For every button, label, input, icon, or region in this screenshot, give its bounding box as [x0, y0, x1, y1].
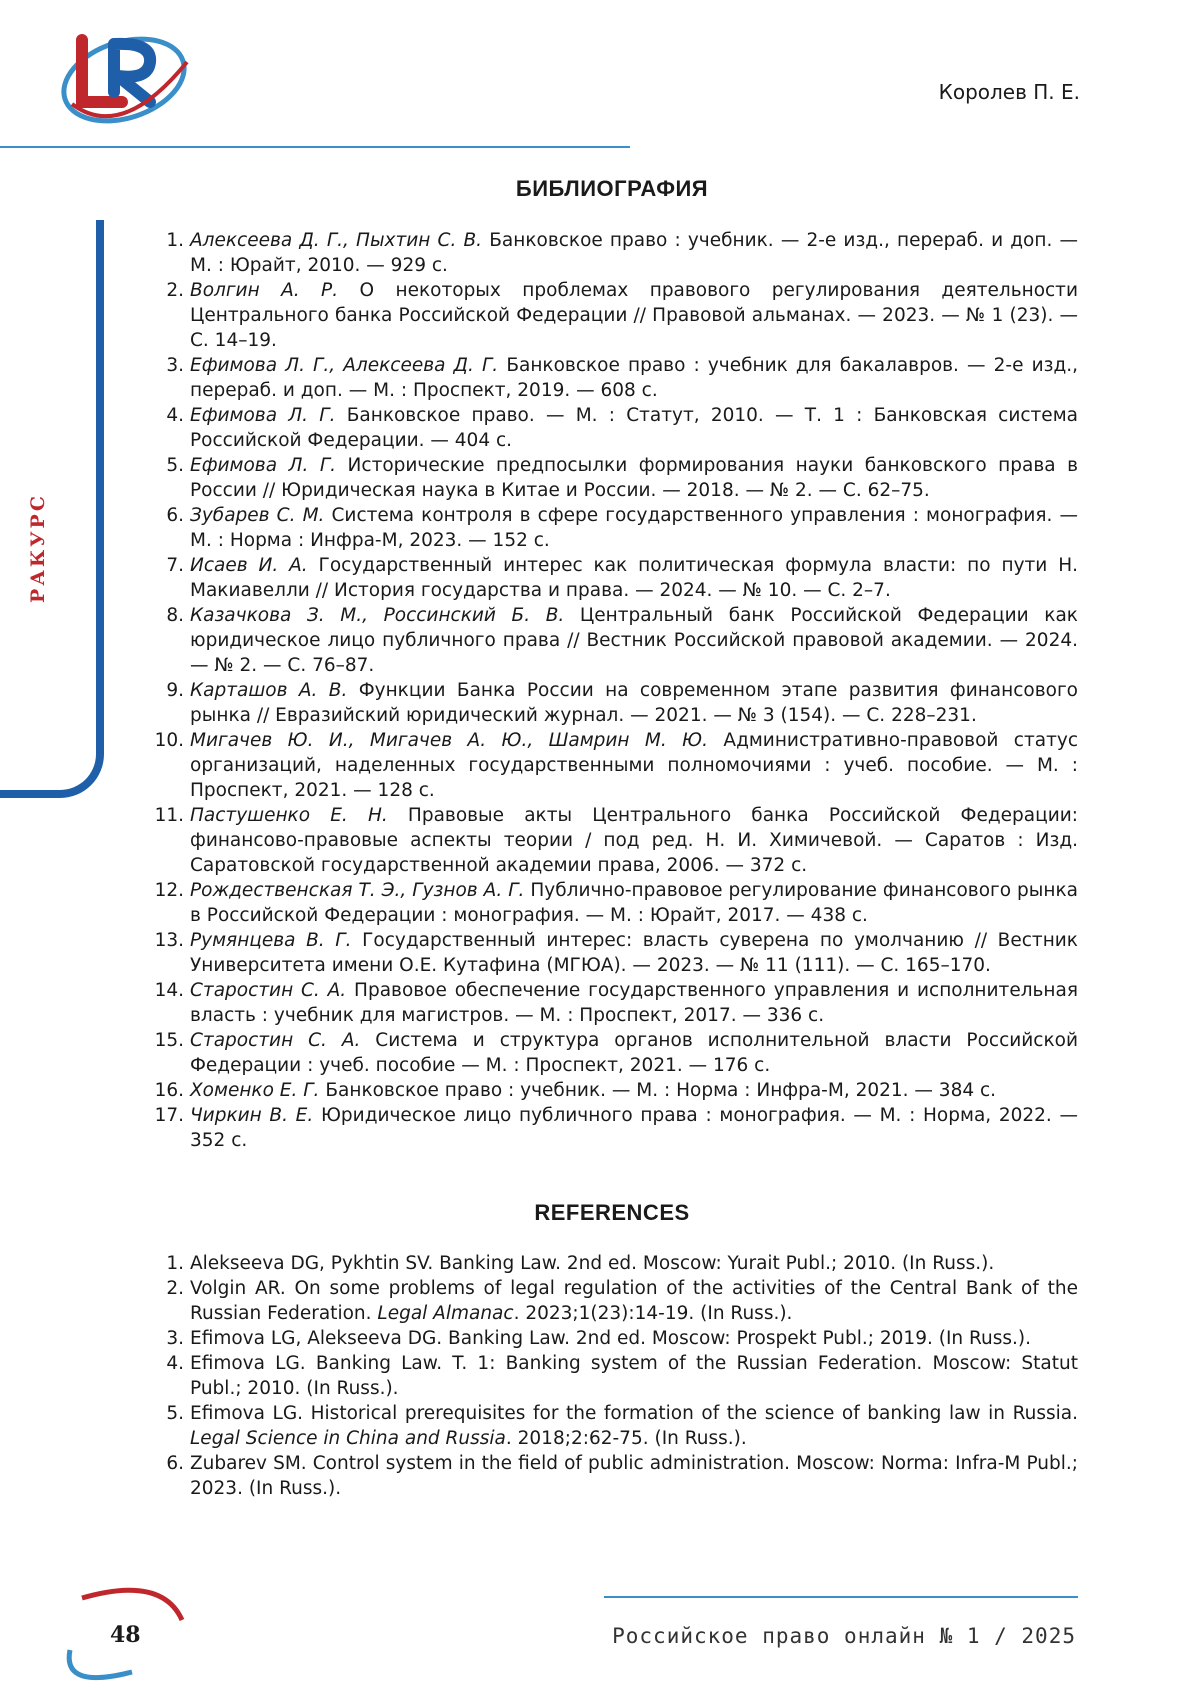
bibliography-entry — [190, 453, 1078, 503]
bibliography-entry — [190, 678, 1078, 728]
bibliography-entry — [190, 228, 1078, 278]
page-number: 48 — [110, 1622, 141, 1648]
entry-journal: Legal Science in China and Russia — [190, 1428, 506, 1449]
author-name: Королев П. Е. — [939, 80, 1080, 104]
entry-author: Зубарев С. М. — [190, 505, 324, 526]
bibliography-entry — [190, 403, 1078, 453]
bibliography-entry — [190, 278, 1078, 353]
bibliography-title: БИБЛИОГРАФИЯ — [148, 176, 1076, 202]
reference-entry — [190, 1326, 1078, 1351]
entry-number: 2. — [148, 278, 184, 303]
bibliography-entry — [190, 728, 1078, 803]
journal-title: Российское право онлайн № 1 / 2025 — [612, 1624, 1076, 1648]
entry-number: 6. — [148, 1451, 184, 1476]
entry-number: 1. — [148, 228, 184, 253]
entry-number: 1. — [148, 1251, 184, 1276]
entry-number: 3. — [148, 1326, 184, 1351]
bibliography-entry — [190, 603, 1078, 678]
entry-author: Мигачев Ю. И., Мигачев А. Ю., Шамрин М. Ю. — [190, 730, 708, 751]
entry-author: Алексеева Д. Г., Пыхтин С. В. — [190, 230, 482, 251]
entry-text: Volgin AR. On some problems of legal regulation of the activities of the Central Bank of the Russian Federation. — [190, 1278, 1078, 1324]
bibliography-entry — [190, 353, 1078, 403]
bibliography-entry — [190, 503, 1078, 553]
entry-number: 15. — [148, 1028, 184, 1053]
entry-text: Банковское право : учебник для бакалавров. — 2-е изд., перераб. и доп. — М. : Проспект, 2019. — 608 с. — [190, 355, 1078, 401]
entry-author: Старостин С. А. — [190, 1030, 360, 1051]
bibliography-list — [190, 228, 1078, 1153]
entry-text: Система контроля в сфере государственного управления : монография. — М. : Норма : Инфра-М, 2023. — 152 с. — [190, 505, 1078, 551]
footer-rule — [604, 1596, 1078, 1598]
entry-author: Карташов А. В. — [190, 680, 347, 701]
entry-text: Система и структура органов исполнительной власти Российской Федерации : учеб. пособие — М. : Проспект, 2021. — 176 с. — [190, 1030, 1078, 1076]
entry-author: Ефимова Л. Г. — [190, 455, 336, 476]
section-side-label: РАКУРС — [26, 493, 50, 603]
reference-entry — [190, 1251, 1078, 1276]
entry-number: 5. — [148, 1401, 184, 1426]
reference-entry — [190, 1351, 1078, 1401]
entry-number: 7. — [148, 553, 184, 578]
entry-text: Административно-правовой статус организаций, наделенных государственными полномочиями : учеб. пособие. — М. : Проспект, 2021. — 128 с. — [190, 730, 1078, 801]
bibliography-entry — [190, 803, 1078, 878]
entry-number: 4. — [148, 1351, 184, 1376]
entry-text: Банковское право : учебник. — 2-е изд., перераб. и доп. — М. : Юрайт, 2010. — 929 с. — [190, 230, 1078, 276]
entry-author: Исаев И. А. — [190, 555, 308, 576]
entry-number: 14. — [148, 978, 184, 1003]
entry-text: Юридическое лицо публичного права : монография. — М. : Норма, 2022. — 352 с. — [190, 1105, 1078, 1151]
entry-text: Правовое обеспечение государственного управления и исполнительная власть : учебник для магистров. — М. : Проспект, 2017. — 336 с. — [190, 980, 1078, 1026]
entry-text-tail: . 2023;1(23):14-19. (In Russ.). — [514, 1303, 793, 1324]
entry-author: Ефимова Л. Г., Алексеева Д. Г. — [190, 355, 498, 376]
entry-number: 17. — [148, 1103, 184, 1128]
entry-author: Казачкова З. М., Россинский Б. В. — [190, 605, 564, 626]
entry-text: Функции Банка России на современном этапе развития финансового рынка // Евразийский юридический журнал. — 2021. — № 3 (154). — С. 228–231. — [190, 680, 1078, 726]
bibliography-entry — [190, 978, 1078, 1028]
journal-logo — [52, 22, 202, 132]
entry-author: Старостин С. А. — [190, 980, 346, 1001]
entry-number: 16. — [148, 1078, 184, 1103]
entry-number: 8. — [148, 603, 184, 628]
entry-text: Государственный интерес как политическая формула власти: по пути Н. Макиавелли // История государства и права. — 2024. — № 10. — С. 2–7. — [190, 555, 1078, 601]
bibliography-entry — [190, 1103, 1078, 1153]
entry-number: 3. — [148, 353, 184, 378]
entry-number: 4. — [148, 403, 184, 428]
entry-author: Румянцева В. Г. — [190, 930, 352, 951]
entry-text: Банковское право. — М. : Статут, 2010. — Т. 1 : Банковская система Российской Федерации. — 404 с. — [190, 405, 1078, 451]
header-rule — [0, 146, 630, 148]
entry-number: 6. — [148, 503, 184, 528]
entry-author: Волгин А. Р. — [190, 280, 338, 301]
entry-journal: Legal Almanac — [377, 1303, 513, 1324]
entry-text: Банковское право : учебник. — М. : Норма : Инфра-М, 2021. — 384 с. — [319, 1080, 996, 1101]
bibliography-entry — [190, 878, 1078, 928]
entry-text: О некоторых проблемах правового регулирования деятельности Центрального банка Российской Федерации // Правовой альманах. — 2023. — № 1 (23). — С. 14–19. — [190, 280, 1078, 351]
entry-number: 10. — [148, 728, 184, 753]
entry-number: 13. — [148, 928, 184, 953]
entry-text: Efimova LG. Banking Law. T. 1: Banking system of the Russian Federation. Moscow: Statut Publ.; 2010. (In Russ.). — [190, 1353, 1078, 1399]
entry-text: Alekseeva DG, Pykhtin SV. Banking Law. 2nd ed. Moscow: Yurait Publ.; 2010. (In Russ.). — [190, 1253, 994, 1274]
entry-number: 9. — [148, 678, 184, 703]
entry-text: Efimova LG, Alekseeva DG. Banking Law. 2nd ed. Moscow: Prospekt Publ.; 2019. (In Russ.). — [190, 1328, 1031, 1349]
bibliography-entry — [190, 553, 1078, 603]
entry-author: Ефимова Л. Г. — [190, 405, 335, 426]
entry-author: Хоменко Е. Г. — [190, 1080, 319, 1101]
entry-number: 12. — [148, 878, 184, 903]
reference-entry — [190, 1276, 1078, 1326]
bibliography-entry — [190, 928, 1078, 978]
entry-text: Государственный интерес: власть суверена по умолчанию // Вестник Университета имени О.Е. Кутафина (МГЮА). — 2023. — № 11 (111). — С. 165–170. — [190, 930, 1078, 976]
entry-text: Публично-правовое регулирование финансового рынка в Российской Федерации : монография. — М. : Юрайт, 2017. — 438 с. — [190, 880, 1078, 926]
entry-author: Пастушенко Е. Н. — [190, 805, 388, 826]
entry-number: 11. — [148, 803, 184, 828]
references-title: REFERENCES — [148, 1200, 1076, 1226]
side-bracket — [0, 208, 104, 798]
bibliography-entry — [190, 1028, 1078, 1078]
reference-entry — [190, 1401, 1078, 1451]
reference-entry — [190, 1451, 1078, 1501]
entry-number: 5. — [148, 453, 184, 478]
bibliography-entry — [190, 1078, 1078, 1103]
entry-text: Правовые акты Центрального банка Российской Федерации: финансово-правовые аспекты теории / под ред. Н. И. Химичевой. — Саратов : Изд. Саратовской государственной академии права, 2006. — 372 с. — [190, 805, 1078, 876]
entry-text: Центральный банк Российской Федерации как юридическое лицо публичного права // Вестник Российской правовой академии. — 2024. — № 2. — С. 76–87. — [190, 605, 1078, 676]
entry-text: Efimova LG. Historical prerequisites for the formation of the science of banking law in Russia. — [190, 1403, 1078, 1424]
entry-author: Рождественская Т. Э., Гузнов А. Г. — [190, 880, 524, 901]
entry-text: Zubarev SM. Control system in the field of public administration. Moscow: Norma: Infra-M Publ.; 2023. (In Russ.). — [190, 1453, 1078, 1499]
entry-text: Исторические предпосылки формирования науки банковского права в России // Юридическая наука в Китае и России. — 2018. — № 2. — С. 62–75. — [190, 455, 1078, 501]
entry-author: Чиркин В. Е. — [190, 1105, 313, 1126]
entry-text-tail: . 2018;2:62-75. (In Russ.). — [506, 1428, 747, 1449]
references-list — [190, 1251, 1078, 1501]
entry-number: 2. — [148, 1276, 184, 1301]
